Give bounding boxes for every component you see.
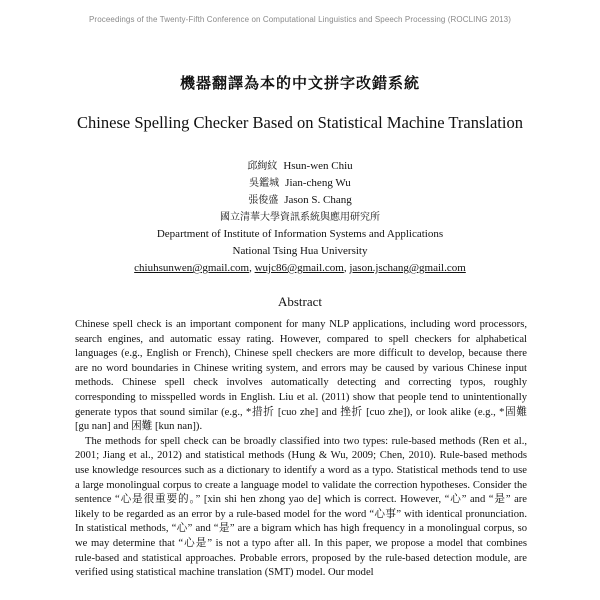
- affiliation-department: Department of Institute of Information Systems and Applications: [156, 228, 444, 240]
- proceedings-header: Proceedings of the Twenty-Fifth Conference on Computational Linguistics and Speech Processing (ROCLING 2013): [89, 15, 511, 24]
- author-row: [0, 158, 600, 175]
- author-row: [0, 192, 600, 209]
- abstract-paragraph: The methods for spell check can be broadly classified into two types: rule-based methods (Ren et al., 2001; Jiang et al., 2012) and statistical methods (Hung & Wu, 2009; Chen, 2010). Rule-based methods use knowledge resources such as a dictionary to identify a word as a typo. Statistical methods tend to use a large monolingual corpus to create a language model to validate the correction hypotheses. Consider the sentence “心是很重要的。” [xin shi hen zhong yao de] which is correct. However, “心” and “是” are likely to be regarded as an error by a rule-based model for the word “心事” with identical pronunciation. In statistical methods, “心” and “是” are a bigram which has high frequency in a monolingual corpus, so we may determine that “心是” is not a typo after all. In this paper, we propose a model that combines rule-based and statistical approaches. Probable errors, proposed by the rule-based detection module, are verified using statistical machine translation (SMT) model. Our model: [75, 435, 527, 579]
- author-row: [0, 175, 600, 192]
- author-name-zh: 吳鑑城: [249, 178, 280, 189]
- author-block: [0, 158, 600, 277]
- author-name-zh: 張俊盛: [248, 195, 279, 206]
- abstract-paragraph: Chinese spell check is an important component for many NLP applications, including word processors, search engines, and automatic essay rating. However, compared to spell checkers for alphabetical languages (e.g., English or French), Chinese spell checkers are more difficult to develop, because there are no word boundaries in Chinese writing system, and errors may be caused by various Chinese input methods. Chinese spell check involves automatically detecting and correcting typos, roughly corresponding to misspelled words in English. Liu et al. (2011) show that people tend to unintentionally generate typos that sound similar (e.g., *措折 [cuo zhe] and 挫折 [cuo zhe]), or look alike (e.g., *固難 [gu nan] and 困難 [kun nan]).: [75, 319, 527, 433]
- author-emails: [0, 260, 600, 277]
- paper-title-english: Chinese Spelling Checker Based on Statistical Machine Translation: [77, 113, 523, 132]
- author-name-en: Jian-cheng Wu: [285, 177, 351, 189]
- affiliation-chinese: 國立清華大學資訊系統與應用研究所: [220, 212, 380, 223]
- author-name-en: Hsun-wen Chiu: [283, 160, 353, 172]
- email-link[interactable]: chiuhsunwen@gmail.com: [134, 262, 250, 274]
- email-link[interactable]: wujc86@gmail.com: [254, 262, 344, 274]
- email-link[interactable]: jason.jschang@gmail.com: [349, 262, 466, 274]
- author-name-zh: 邱絢紋: [247, 161, 278, 172]
- affiliation-university: National Tsing Hua University: [232, 245, 368, 257]
- paper-title-chinese: 機器翻譯為本的中文拼字改錯系統: [179, 74, 420, 92]
- abstract-heading: Abstract: [277, 294, 323, 309]
- email-separator: ,: [343, 262, 350, 274]
- email-separator: ,: [249, 262, 255, 274]
- abstract-body: [75, 318, 527, 581]
- author-name-en: Jason S. Chang: [284, 194, 352, 206]
